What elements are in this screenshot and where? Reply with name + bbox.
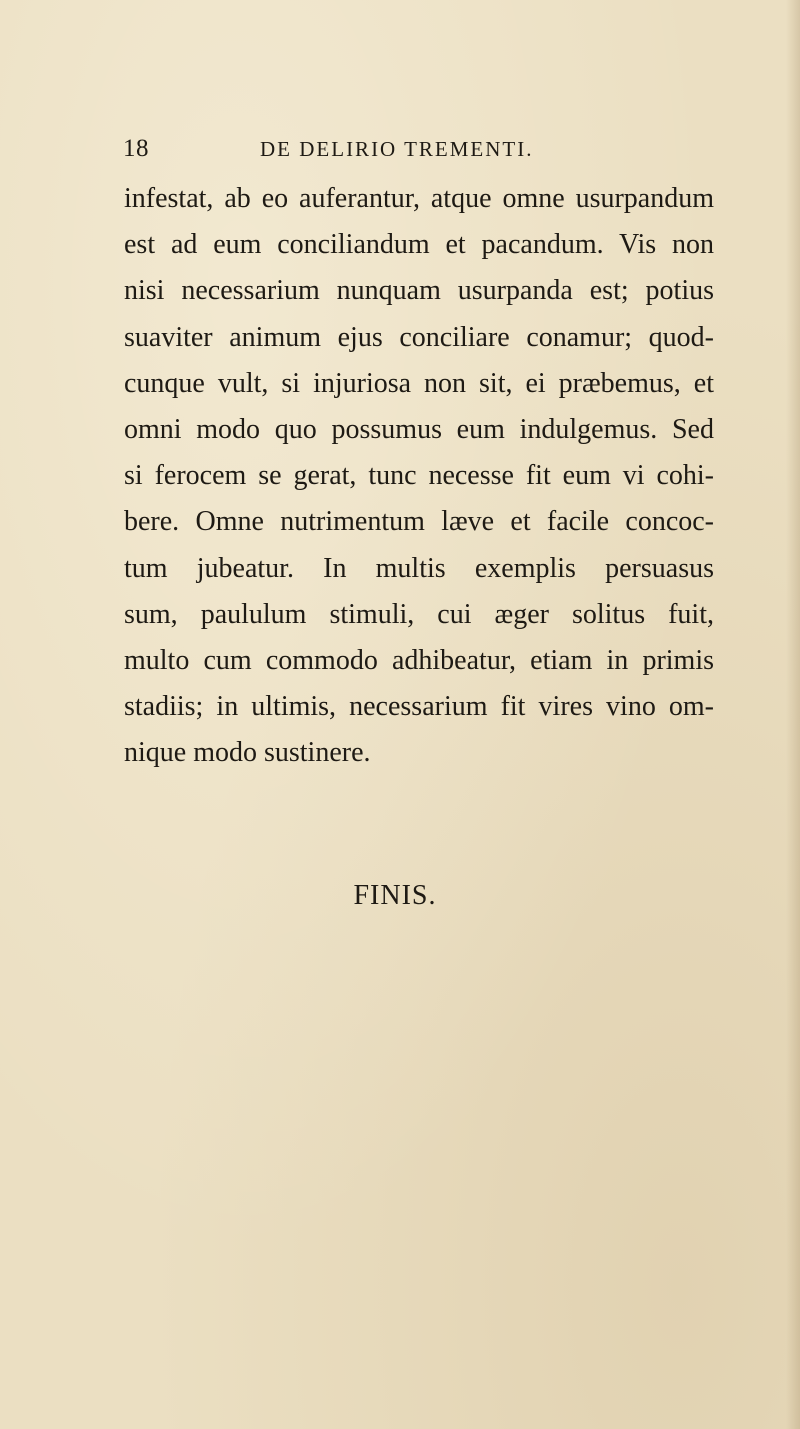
text-line: stadiis; in ultimis, necessarium fit vires vino om- <box>124 691 714 723</box>
text-line: est ad eum conciliandum et pacandum. Vis non <box>124 229 714 261</box>
page-number: 18 <box>123 135 149 162</box>
text-line: bere. Omne nutrimentum læve et facile concoc- <box>124 506 714 538</box>
text-line: multo cum commodo adhibeatur, etiam in primis <box>124 644 714 676</box>
text-line: omni modo quo possumus eum indulgemus. Sed <box>124 413 714 445</box>
text-line: tum jubeatur. In multis exemplis persuasus <box>124 552 714 584</box>
body-paragraph <box>124 176 714 776</box>
finis-heading <box>0 880 800 912</box>
text-line: cunque vult, si injuriosa non sit, ei præbemus, et <box>124 367 714 399</box>
page-edge-shadow <box>786 0 800 1429</box>
text-line: infestat, ab eo auferantur, atque omne usurpandum <box>124 183 714 214</box>
text-line: nisi necessarium nunquam usurpanda est; potius <box>124 275 714 307</box>
text-line: suaviter animum ejus conciliare conamur; quod- <box>124 321 714 353</box>
text-line: nique modo sustinere. <box>124 737 371 769</box>
running-title: DE DELIRIO TREMENTI. <box>260 137 534 161</box>
running-head <box>123 135 723 165</box>
text-line: si ferocem se gerat, tunc necesse fit eum vi cohi- <box>124 460 714 492</box>
text-line: sum, paululum stimuli, cui æger solitus fuit, <box>124 598 714 630</box>
finis-text: FINIS. <box>353 880 437 911</box>
